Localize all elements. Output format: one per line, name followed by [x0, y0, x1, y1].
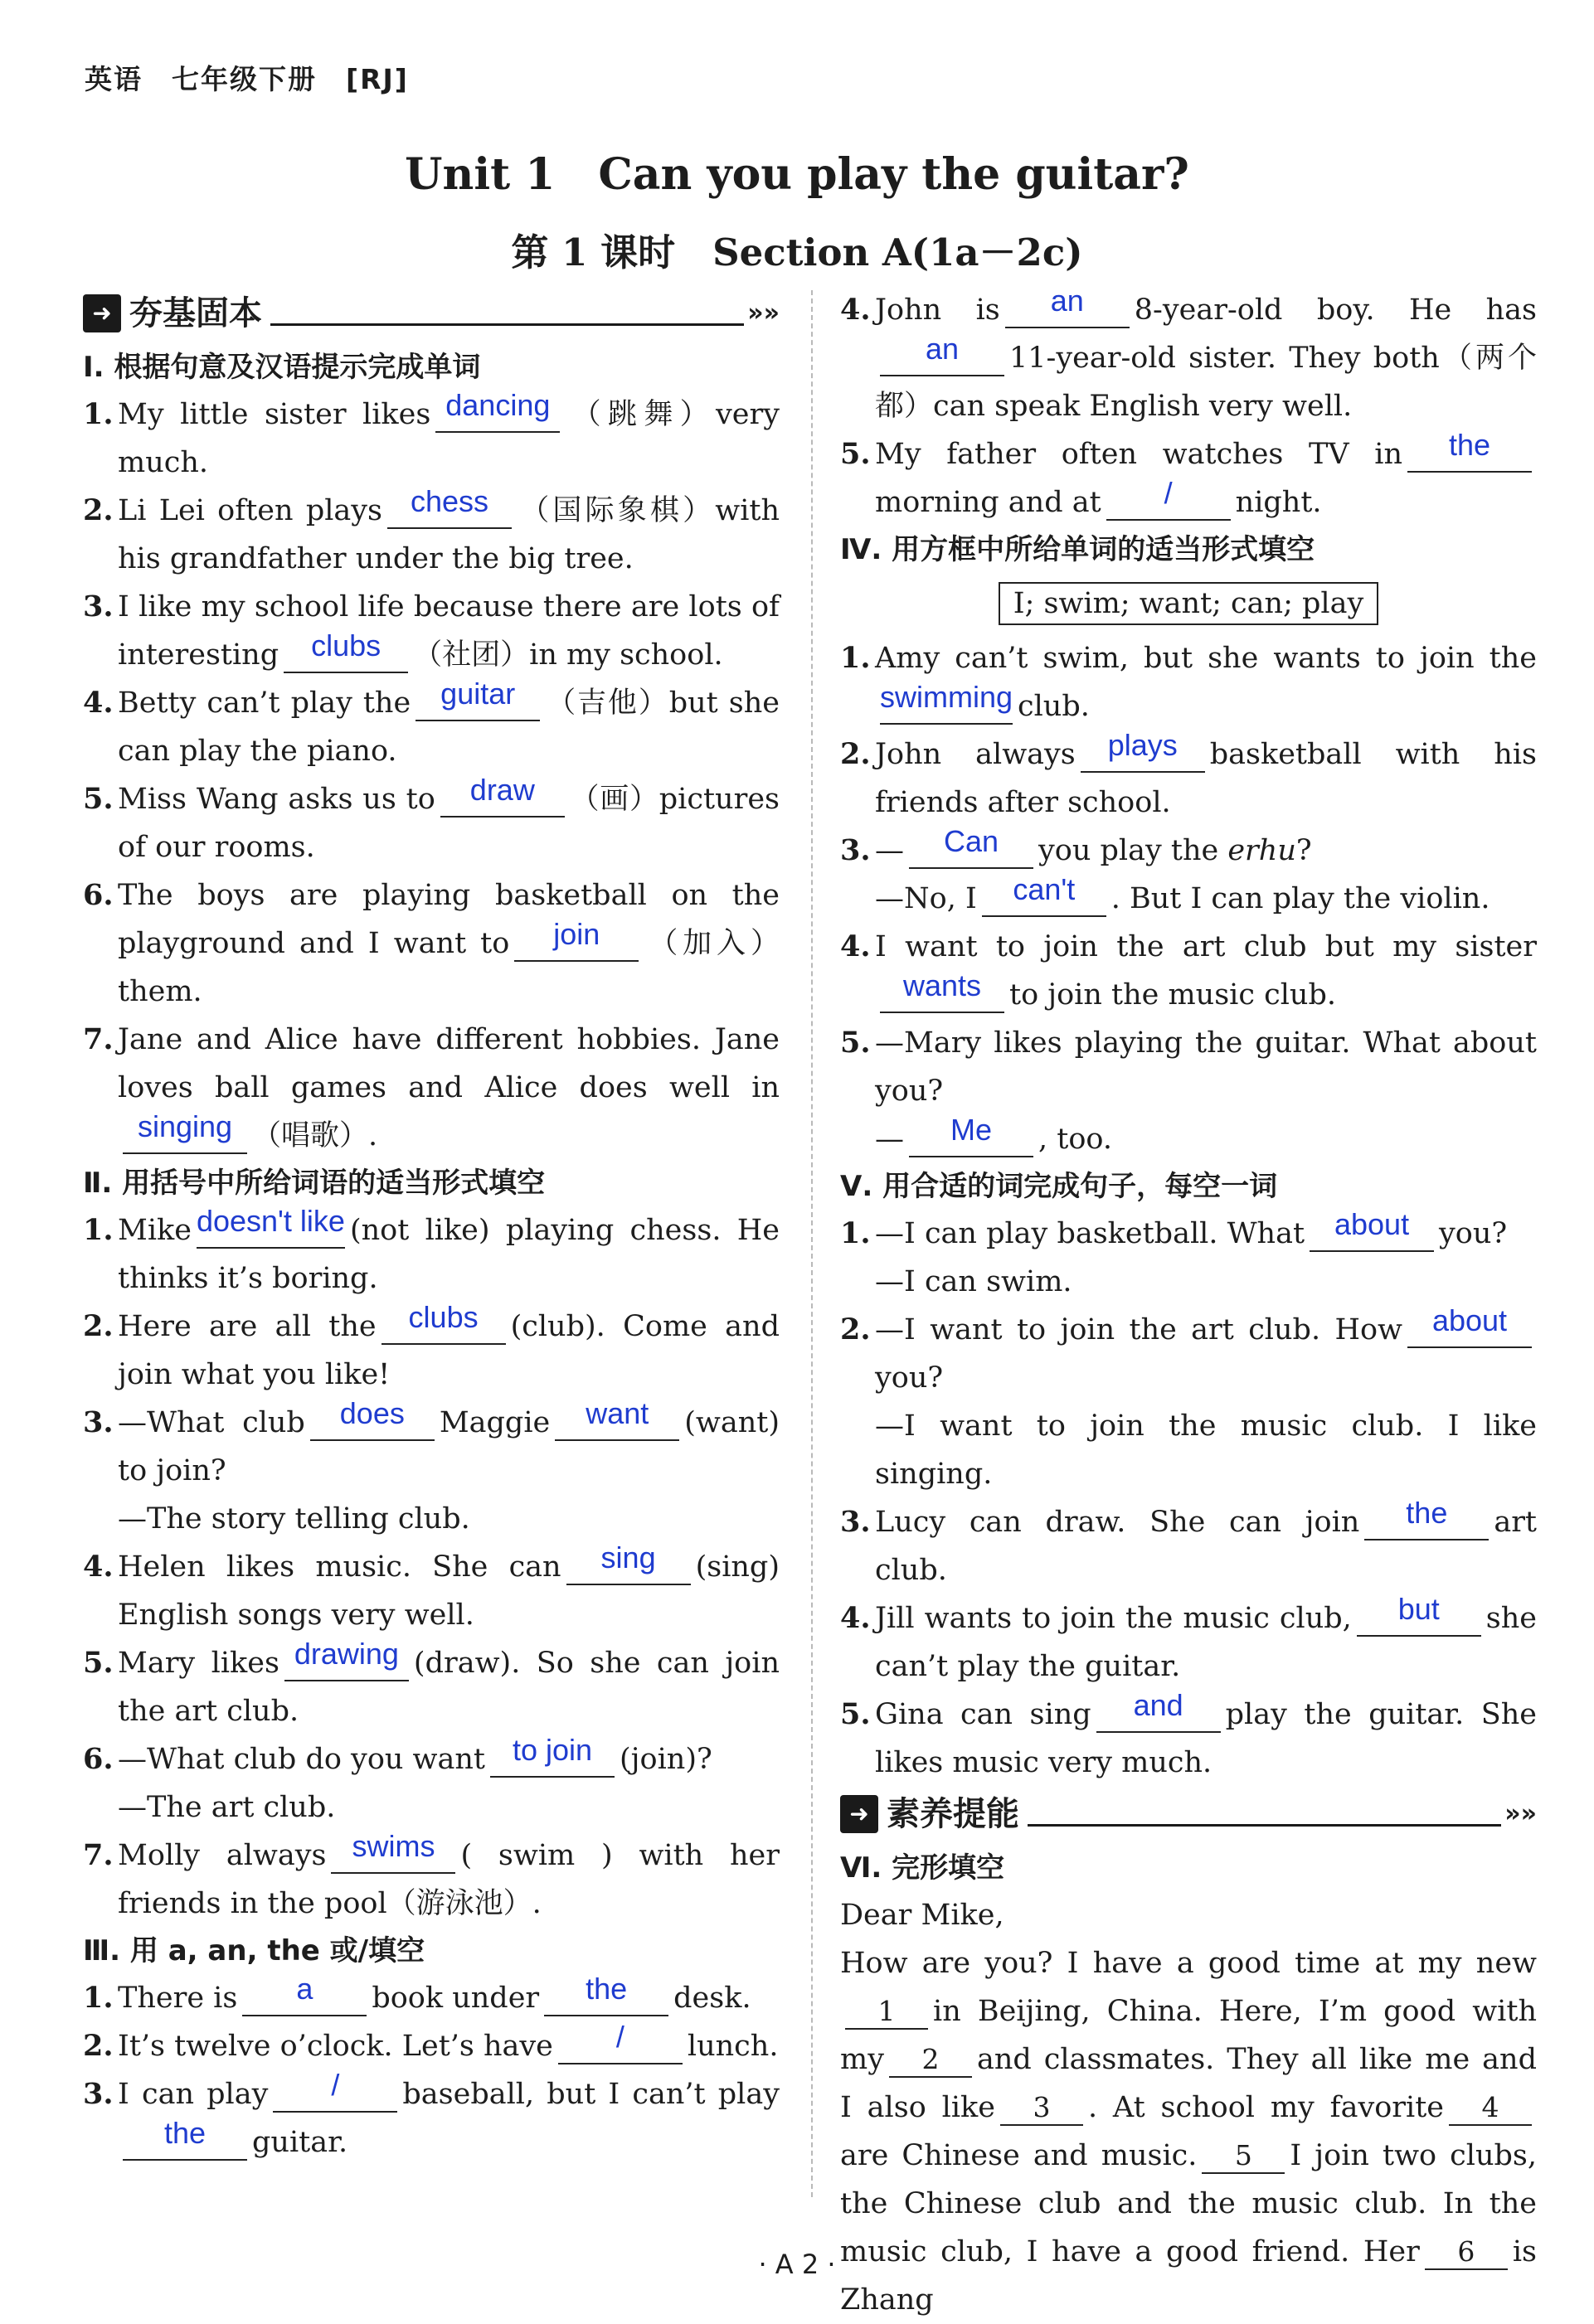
answer-blank[interactable]: drawing: [284, 1646, 409, 1681]
question: 2. Li Lei often plays chess （国际象棋）with his grandfather under the big tree.: [83, 484, 780, 575]
triple-chevron-icon: »»: [1504, 1799, 1537, 1828]
question: 1. Amy can’t swim, but she wants to join theswimming club.: [840, 641, 1537, 723]
answer-blank[interactable]: about: [1407, 1312, 1532, 1348]
arrow-badge-icon: ➜: [83, 294, 121, 332]
lesson-subtitle: 第 1 课时 Section A(1a－2c): [511, 230, 1083, 274]
answer-blank[interactable]: clubs: [381, 1309, 506, 1345]
question: 4. Betty can’t play the guitar （吉他）but she can play the piano.: [83, 677, 780, 768]
cloze-blank[interactable]: 1: [845, 1995, 928, 2030]
column-divider: [811, 290, 813, 2197]
question: 1. Mike doesn't like (not like) playing chess. He thinks it’s boring.: [83, 1204, 780, 1295]
cloze-blank[interactable]: 3: [1000, 2091, 1083, 2126]
answer-blank[interactable]: plays: [1081, 737, 1205, 773]
answer-blank[interactable]: to join: [490, 1742, 615, 1778]
answer-blank[interactable]: and: [1096, 1697, 1221, 1733]
part-heading: Ⅵ. 完形填空: [840, 1851, 1005, 1885]
question: 1. There is a book under the desk.: [83, 1972, 751, 2015]
answer-blank[interactable]: clubs: [284, 638, 408, 673]
answer-blank[interactable]: Can: [909, 833, 1033, 869]
question: 3. —What club does Maggie want (want) to join? —The story telling club.: [83, 1396, 780, 1536]
word-box: I; swim; want; can; play: [840, 580, 1537, 628]
question: 6. —What club do you want to join (join)? —The art club.: [83, 1733, 712, 1824]
cloze-blank[interactable]: 6: [1425, 2235, 1508, 2270]
section-rule: [1028, 1802, 1501, 1827]
question: 5. —Mary likes playing the guitar. What about you? — Me , too.: [840, 1026, 1537, 1156]
book-header: 英语 七年级下册 [RJ]: [85, 63, 409, 95]
answer-blank[interactable]: guitar: [416, 686, 540, 721]
answer-blank[interactable]: can't: [982, 881, 1106, 917]
question: 5. Miss Wang asks us to draw （画）pictures of our rooms.: [83, 773, 780, 864]
answer-blank[interactable]: want: [555, 1405, 679, 1441]
part-heading: Ⅰ. 根据句意及汉语提示完成单词: [83, 351, 481, 384]
section-title: 素养提能: [887, 1795, 1019, 1833]
answer-blank[interactable]: draw: [440, 782, 565, 818]
answer-blank[interactable]: dancing: [435, 397, 560, 433]
unit-title: Unit 1 Can you play the guitar?: [405, 149, 1189, 200]
question: 2. —I want to join the art club. How aboutyou? —I want to join the music club. I like singing.: [840, 1303, 1537, 1491]
cloze-blank[interactable]: 5: [1202, 2139, 1285, 2174]
letter-greeting: Dear Mike,: [840, 1899, 1004, 1932]
answer-blank[interactable]: the: [544, 1981, 668, 2016]
question: 4. Jill wants to join the music club, but she can’t play the guitar.: [840, 1592, 1537, 1683]
cloze-blank[interactable]: 4: [1449, 2091, 1532, 2126]
answer-blank[interactable]: /: [1106, 485, 1231, 521]
answer-blank[interactable]: the: [123, 2125, 247, 2161]
answer-blank[interactable]: the: [1407, 437, 1532, 473]
question: 5. My father often watches TV in themorning and at / night.: [840, 430, 1537, 526]
right-column: [840, 286, 1537, 2324]
question: 3. I like my school life because there are lots of interesting clubs （社团）in my school.: [83, 589, 780, 672]
question: 1. —I can play basketball. What about you? —I can swim.: [840, 1207, 1508, 1298]
question: 1. My little sister likes dancing （跳舞）very much.: [83, 388, 780, 479]
section-header-basics: [83, 286, 780, 341]
answer-blank[interactable]: doesn't like: [197, 1213, 345, 1249]
answer-blank[interactable]: but: [1357, 1601, 1481, 1637]
cloze-blank[interactable]: 2: [889, 2043, 972, 2078]
question: 2. Here are all the clubs (club). Come and join what you like!: [83, 1300, 780, 1391]
answer-blank[interactable]: an: [880, 341, 1004, 376]
answer-blank[interactable]: a: [242, 1981, 367, 2016]
question: 3. Lucy can draw. She can join the art club.: [840, 1496, 1537, 1587]
question: 2. It’s twelve o’clock. Let’s have / lunch.: [83, 2020, 779, 2063]
question: 4. John is an 8-year-old boy. He hasan 11-year-old sister. They both（两个都）can speak English very well.: [840, 284, 1538, 423]
answer-blank[interactable]: swimming: [880, 689, 1013, 725]
question: 3. — Can you play the erhu? —No, I can't . But I can play the violin.: [840, 824, 1490, 915]
answer-blank[interactable]: the: [1364, 1505, 1489, 1540]
answer-blank[interactable]: an: [1005, 293, 1130, 328]
answer-blank[interactable]: Me: [909, 1122, 1033, 1157]
page-number: · A 2 ·: [758, 2249, 836, 2280]
question: 4. Helen likes music. She can sing (sing) English songs very well.: [83, 1540, 780, 1632]
answer-blank[interactable]: about: [1310, 1216, 1434, 1252]
answer-blank[interactable]: /: [273, 2077, 397, 2113]
arrow-badge-icon: ➜: [840, 1795, 878, 1833]
answer-blank[interactable]: /: [558, 2029, 683, 2064]
part-heading: Ⅲ. 用 a, an, the 或/填空: [83, 1934, 425, 1967]
answer-blank[interactable]: join: [514, 926, 639, 962]
triple-chevron-icon: »»: [747, 298, 780, 327]
section-header-improve: [840, 1787, 1537, 1841]
part-heading: Ⅱ. 用括号中所给词语的适当形式填空: [83, 1167, 546, 1200]
question: 5. Gina can sing and play the guitar. She likes music very much.: [840, 1688, 1537, 1779]
question: 7. Molly always swims ( swim ) with her friends in the pool（游泳池）.: [83, 1829, 780, 1920]
part-heading: Ⅴ. 用合适的词完成句子，每空一词: [840, 1170, 1278, 1203]
question: 2. John always plays basketball with his friends after school.: [840, 728, 1537, 819]
answer-blank[interactable]: wants: [880, 978, 1004, 1013]
question: 4. I want to join the art club but my sisterwants to join the music club.: [840, 929, 1537, 1012]
left-column: [83, 286, 780, 2166]
question: 6. The boys are playing basketball on the playground and I want to join （加入）them.: [83, 878, 780, 1008]
question: 7. Jane and Alice have different hobbies. Jane loves ball games and Alice does well insinging （唱歌）.: [83, 1022, 780, 1152]
cloze-passage: How are you? I have a good time at my new1 in Beijing, China. Here, I’m good with my 2 and classmates. They all like me and I also like 3 . At school my favorite 4are Chinese and music. 5 I join two clubs, the Chinese club and the music club. In the music club, I have a good friend. Her 6 is Zhang: [840, 1947, 1537, 2317]
answer-blank[interactable]: sing: [566, 1550, 691, 1585]
answer-blank[interactable]: chess: [387, 493, 512, 529]
question: 3. I can play / baseball, but I can’t playthe guitar.: [83, 2068, 780, 2159]
question: 5. Mary likes drawing (draw). So she can join the art club.: [83, 1637, 780, 1728]
section-rule: [270, 302, 744, 326]
answer-blank[interactable]: singing: [123, 1118, 247, 1154]
part-heading: Ⅳ. 用方框中所给单词的适当形式填空: [840, 533, 1315, 566]
answer-blank[interactable]: swims: [331, 1838, 455, 1874]
section-title: 夯基固本: [129, 294, 262, 332]
answer-blank[interactable]: does: [310, 1405, 435, 1441]
